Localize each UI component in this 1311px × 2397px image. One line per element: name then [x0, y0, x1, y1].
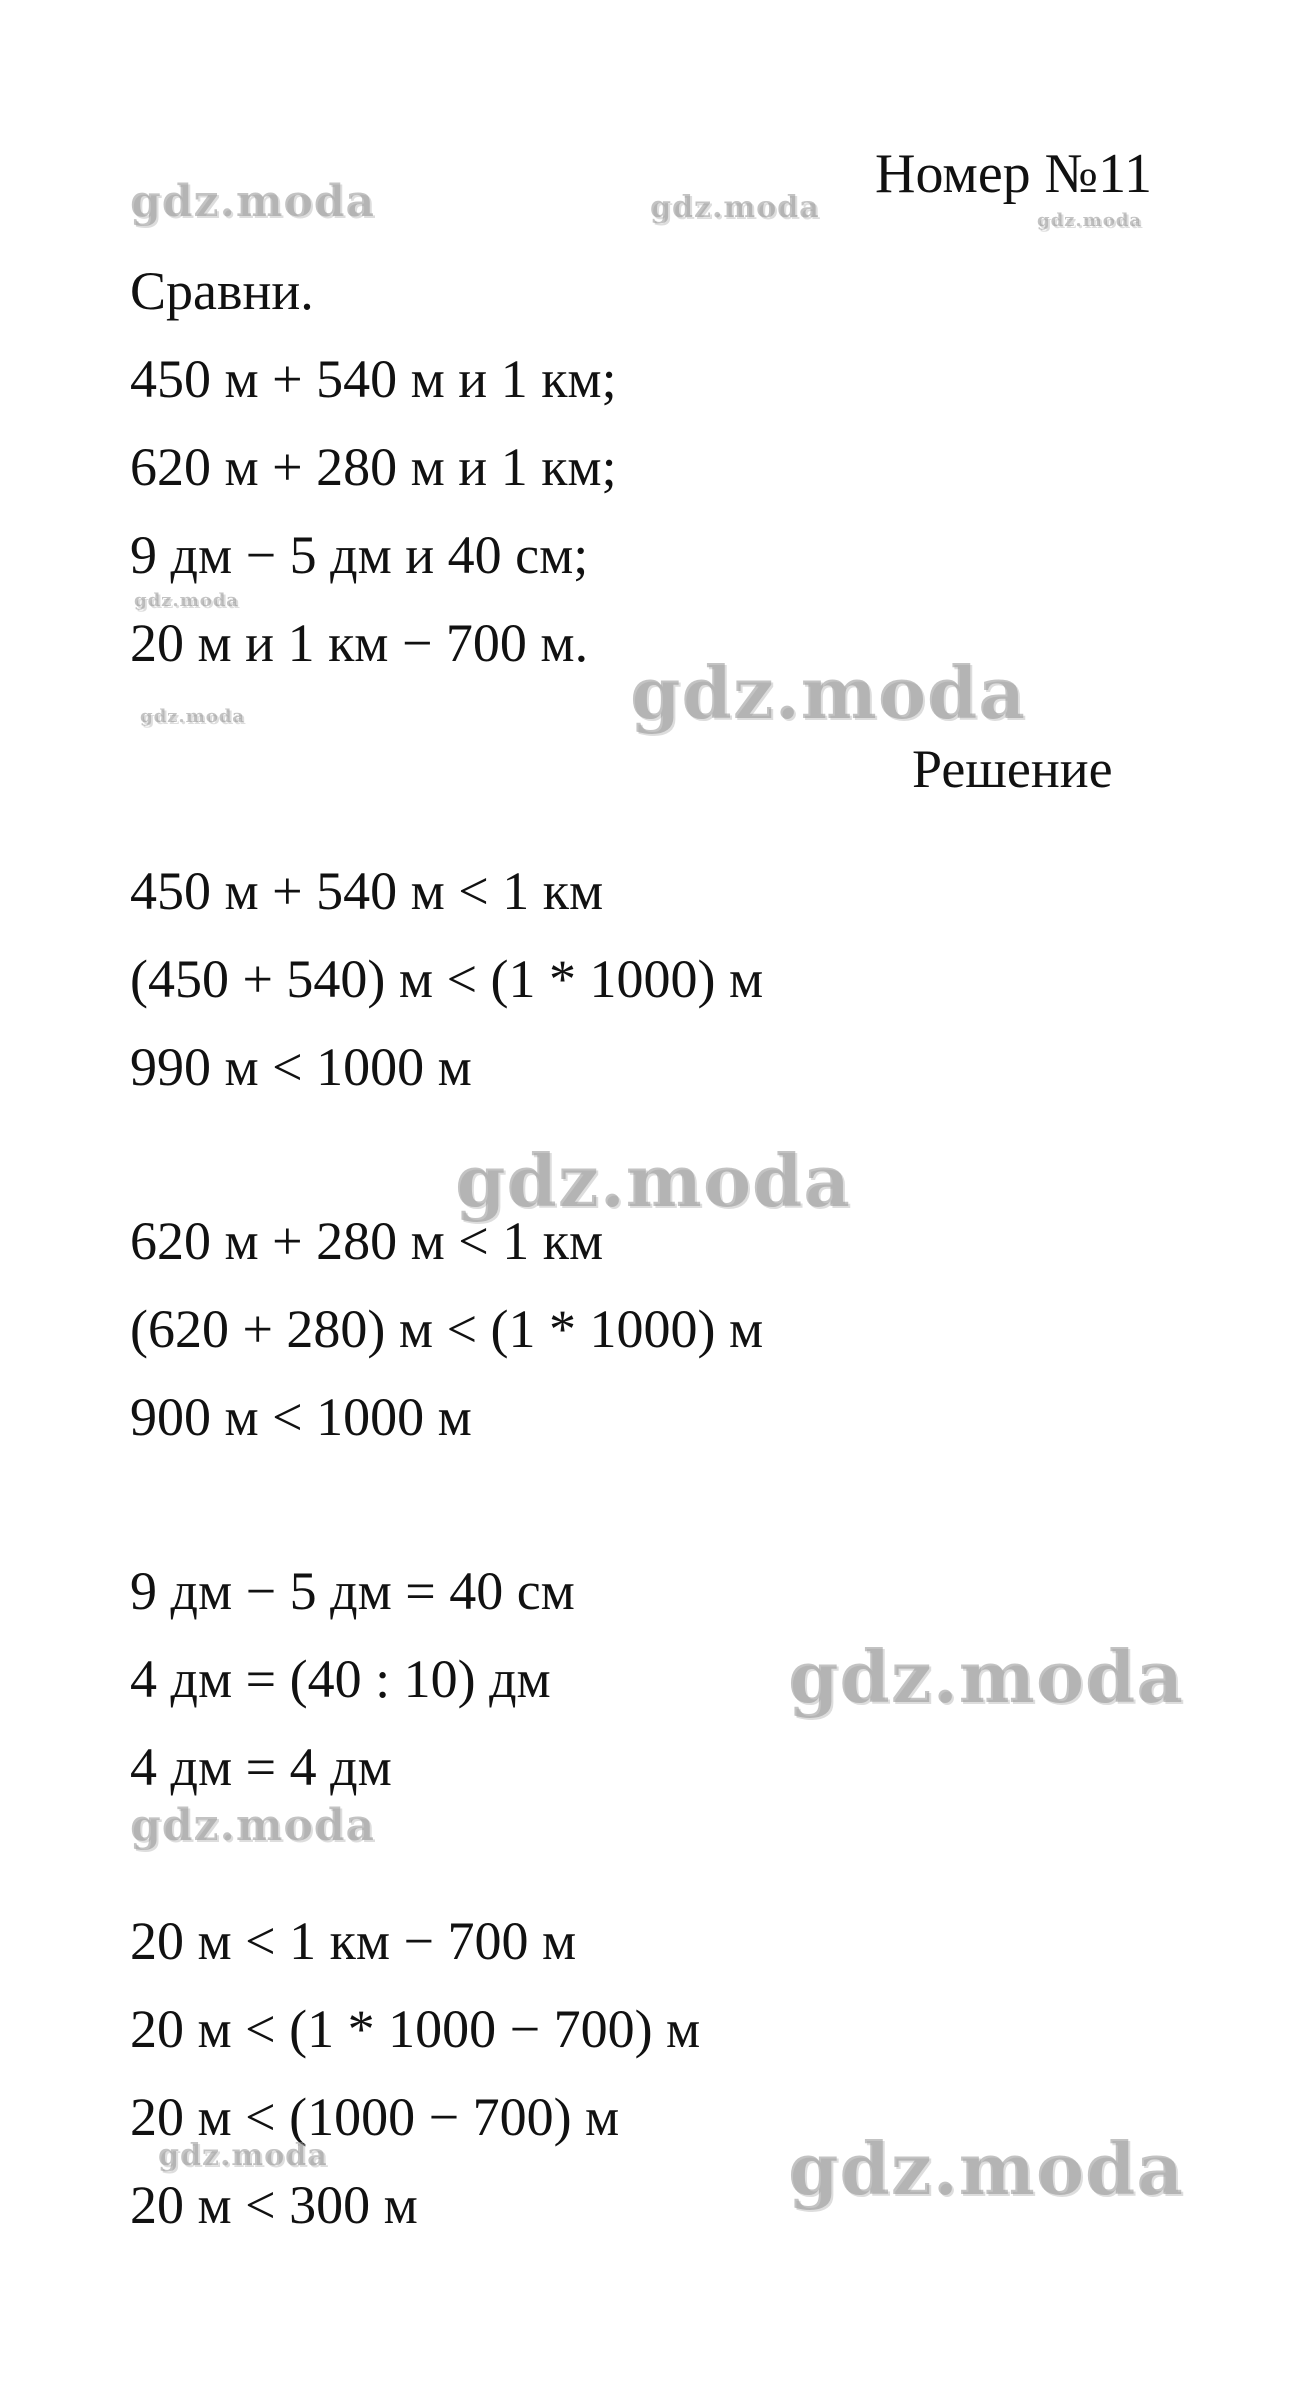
watermark: gdz.moda	[140, 706, 245, 727]
solution-line: 20 м < 300 м	[130, 2175, 418, 2235]
task-instruction: Сравни.	[130, 261, 314, 321]
solution-title: Решение	[912, 739, 1113, 799]
watermark: gdz.moda	[130, 1800, 376, 1851]
task-line-2: 620 м + 280 м и 1 км;	[130, 437, 617, 497]
solution-line: 620 м + 280 м < 1 км	[130, 1211, 604, 1271]
watermark: gdz.moda	[788, 2126, 1184, 2211]
task-line-1: 450 м + 540 м и 1 км;	[130, 349, 617, 409]
watermark: gdz.moda	[1037, 210, 1142, 231]
solution-line: 990 м < 1000 м	[130, 1037, 472, 1097]
watermark: gdz.moda	[788, 1634, 1184, 1719]
watermark: gdz.moda	[630, 650, 1026, 735]
solution-line: 20 м < 1 км − 700 м	[130, 1911, 577, 1971]
solution-line: 900 м < 1000 м	[130, 1387, 472, 1447]
task-line-3: 9 дм − 5 дм и 40 см;	[130, 525, 589, 585]
watermark: gdz.moda	[134, 590, 239, 611]
watermark: gdz.moda	[455, 1138, 851, 1223]
solution-line: 450 м + 540 м < 1 км	[130, 861, 604, 921]
solution-line: 20 м < (1 * 1000 − 700) м	[130, 1999, 701, 2059]
solution-line: (620 + 280) м < (1 * 1000) м	[130, 1299, 764, 1359]
solution-line: 9 дм − 5 дм = 40 см	[130, 1561, 575, 1621]
page-title: Номер №11	[875, 143, 1153, 205]
watermark: gdz.moda	[130, 176, 376, 227]
task-line-4: 20 м и 1 км − 700 м.	[130, 613, 589, 673]
solution-line: 4 дм = (40 : 10) дм	[130, 1649, 551, 1709]
solution-line: 20 м < (1000 − 700) м	[130, 2087, 620, 2147]
solution-line: 4 дм = 4 дм	[130, 1737, 392, 1797]
watermark: gdz.moda	[158, 2138, 328, 2173]
watermark: gdz.moda	[650, 190, 820, 225]
solution-line: (450 + 540) м < (1 * 1000) м	[130, 949, 764, 1009]
